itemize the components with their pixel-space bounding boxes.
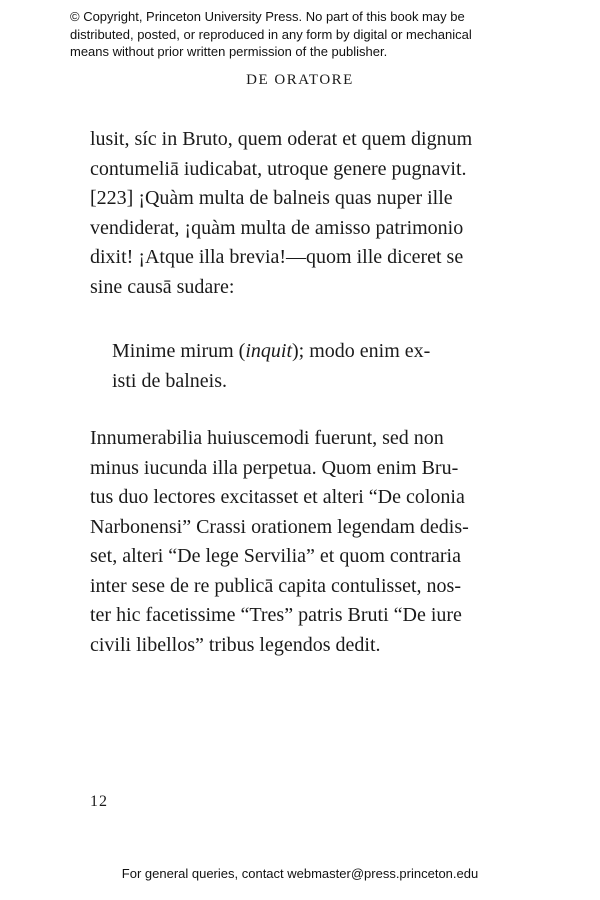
running-head: DE ORATORE [246,72,354,88]
footer-contact: For general queries, contact webmaster@press.princeton.edu [121,866,479,881]
text-line: vendiderat, ¡quàm multa de amisso patrimonio [90,216,464,239]
text-line: Narbonensi” Crassi orationem legendam dedis- [90,515,469,538]
text-line: civili libellos” tribus legendos dedit. [90,633,381,656]
text-line: inter sese de re publicā capita contulisset, nos- [90,574,461,597]
page-number: 12 [90,793,108,810]
text-line: minus iucunda illa perpetua. Quom enim Bru- [90,456,459,479]
copyright-line: © Copyright, Princeton University Press. No part of this book may be [70,9,465,24]
copyright-line: distributed, posted, or reproduced in any form by digital or mechanical [70,26,472,42]
paragraph-1 [90,125,520,302]
text-line: tus duo lectores excitasset et alteri “De colonia [90,486,465,508]
text-line: sine causā sudare: [90,275,235,298]
text-line: lusit, síc in Bruto, quem oderat et quem dignum [90,128,473,150]
block-quote [112,336,512,396]
text-line: ter hic facetissime “Tres” patris Bruti “De iure [90,604,462,626]
paragraph-2 [90,424,520,660]
text-line: Innumerabilia huiuscemodi fuerunt, sed non [90,427,444,449]
quote-text: ); modo enim ex- [292,340,431,362]
quote-italic: inquit [245,340,292,362]
quote-text: Minime mirum ( [112,340,246,362]
text-line: dixit! ¡Atque illa brevia!—quom ille diceret se [90,246,464,268]
text-line: contumeliā iudicabat, utroque genere pugnavit. [90,157,467,180]
copyright-line: means without prior written permission of the publisher. [70,44,388,59]
copyright-notice [70,8,540,61]
quote-line [112,336,512,366]
text-line: set, alteri “De lege Servilia” et quom contraria [90,545,461,567]
quote-line: isti de balneis. [112,370,227,392]
text-line: [223] ¡Quàm multa de balneis quas nuper ille [90,187,453,209]
